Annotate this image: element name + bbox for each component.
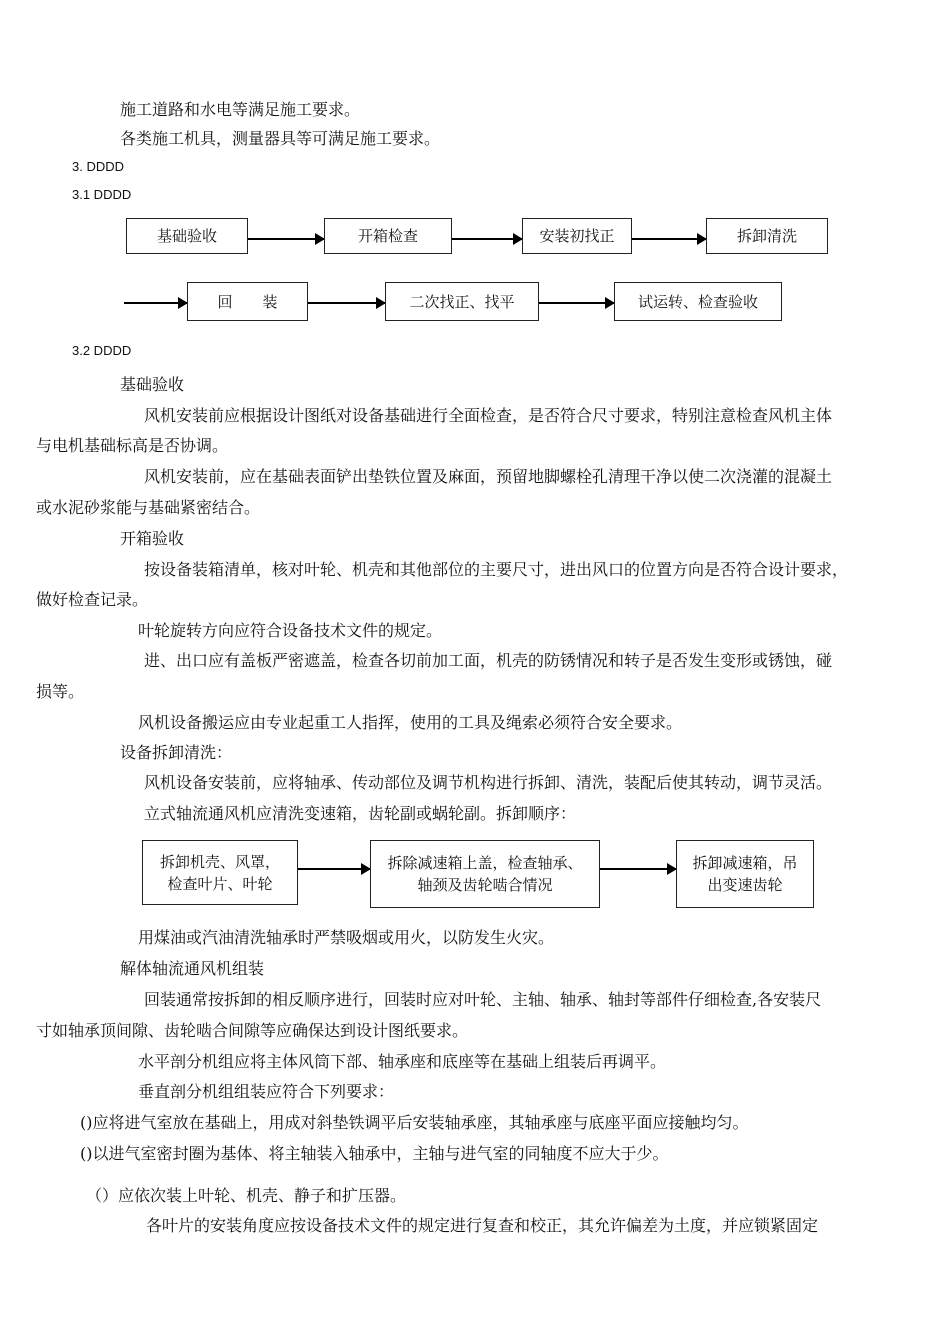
subheading: 基础验收 <box>120 375 185 394</box>
list-item: ()以进气室密封圈为基体、将主轴装入轴承中，主轴与进气室的同轴度不应大于少。 <box>80 1144 669 1163</box>
flow-arrow <box>600 868 676 870</box>
text-line: 损等。 <box>36 682 85 701</box>
section-heading-3: 3. DDDD <box>72 159 125 174</box>
flow-arrow <box>539 302 614 304</box>
list-item: ()应将进气室放在基础上，用成对斜垫铁调平后安装轴承座，其轴承座与底座平面应接触均匀。 <box>80 1113 749 1132</box>
flow-step-initial-alignment: 安装初找正 <box>522 218 632 254</box>
section-heading-3-2: 3.2 DDDD <box>72 343 132 358</box>
flow-step-reassembly: 回 装 <box>187 282 308 321</box>
text-line: 寸如轴承顶间隙、齿轮啮合间隙等应确保达到设计图纸要求。 <box>36 1021 469 1040</box>
text-line: 按设备装箱清单，核对叶轮、机壳和其他部位的主要尺寸，进出风口的位置方向是否符合设计要求， <box>144 560 849 579</box>
text-line: 或水泥砂浆能与基础紧密结合。 <box>36 498 261 517</box>
text-line: 立式轴流通风机应清洗变速箱，齿轮副或蜗轮副。拆卸顺序： <box>144 804 577 823</box>
text-line: 叶轮旋转方向应符合设备技术文件的规定。 <box>138 621 443 640</box>
text-line: 与电机基础标高是否协调。 <box>36 436 229 455</box>
flow-arrow <box>452 238 522 240</box>
flow-step-unpacking-inspection: 开箱检查 <box>324 218 452 254</box>
text-line: 垂直剖分机组组装应符合下列要求： <box>138 1082 395 1101</box>
flow-step-remove-casing: 拆卸机壳、风罩， 检查叶片、叶轮 <box>142 840 298 905</box>
flow-step-foundation-acceptance: 基础验收 <box>126 218 248 254</box>
flow-arrow <box>248 238 324 240</box>
text-line: 用煤油或汽油清洗轴承时严禁吸烟或用火，以防发生火灾。 <box>138 928 555 947</box>
text-line: 做好检查记录。 <box>36 590 149 609</box>
subheading: 解体轴流通风机组装 <box>120 959 265 978</box>
flow-step-remove-gearbox: 拆卸减速箱，吊 出变速齿轮 <box>676 840 814 908</box>
text-line: 施工道路和水电等满足施工要求。 <box>120 100 361 119</box>
flow-arrow <box>308 302 385 304</box>
flow-arrow <box>124 302 187 304</box>
text-line: 风机安装前，应在基础表面铲出垫铁位置及麻面，预留地脚螺栓孔清理干净以使二次浇灌的混凝土 <box>144 467 833 486</box>
flow-arrow <box>632 238 706 240</box>
text-line: 风机安装前应根据设计图纸对设备基础进行全面检查，是否符合尺寸要求，特别注意检查风机主体 <box>144 406 833 425</box>
flow-step-second-alignment: 二次找正、找平 <box>385 282 539 321</box>
text-line: 风机设备搬运应由专业起重工人指挥，使用的工具及绳索必须符合安全要求。 <box>138 713 683 732</box>
flow-step-remove-gearbox-cover: 拆除减速箱上盖，检查轴承、 轴颈及齿轮啮合情况 <box>370 840 600 908</box>
subheading: 开箱验收 <box>120 529 185 548</box>
flow-step-disassembly-cleaning: 拆卸清洗 <box>706 218 828 254</box>
flow-step-trial-run: 试运转、检查验收 <box>614 282 782 321</box>
subheading: 设备拆卸清洗： <box>120 743 233 762</box>
text-line: 进、出口应有盖板严密遮盖，检查各切前加工面，机壳的防锈情况和转子是否发生变形或锈蚀，碰 <box>144 651 833 670</box>
list-item: （）应依次装上叶轮、机壳、静子和扩压器。 <box>86 1186 407 1205</box>
text-line: 各叶片的安装角度应按设备技术文件的规定进行复查和校正，其允许偏差为土度，并应锁紧固定 <box>146 1216 819 1235</box>
flow-arrow <box>298 868 370 870</box>
text-line: 各类施工机具，测量器具等可满足施工要求。 <box>120 129 441 148</box>
text-line: 水平剖分机组应将主体风筒下部、轴承座和底座等在基础上组装后再调平。 <box>138 1052 667 1071</box>
text-line: 风机设备安装前，应将轴承、传动部位及调节机构进行拆卸、清洗，装配后使其转动，调节灵活。 <box>144 773 833 792</box>
section-heading-3-1: 3.1 DDDD <box>72 187 132 202</box>
text-line: 回装通常按拆卸的相反顺序进行，回装时应对叶轮、主轴、轴承、轴封等部件仔细检查,各安装尺 <box>144 990 822 1009</box>
